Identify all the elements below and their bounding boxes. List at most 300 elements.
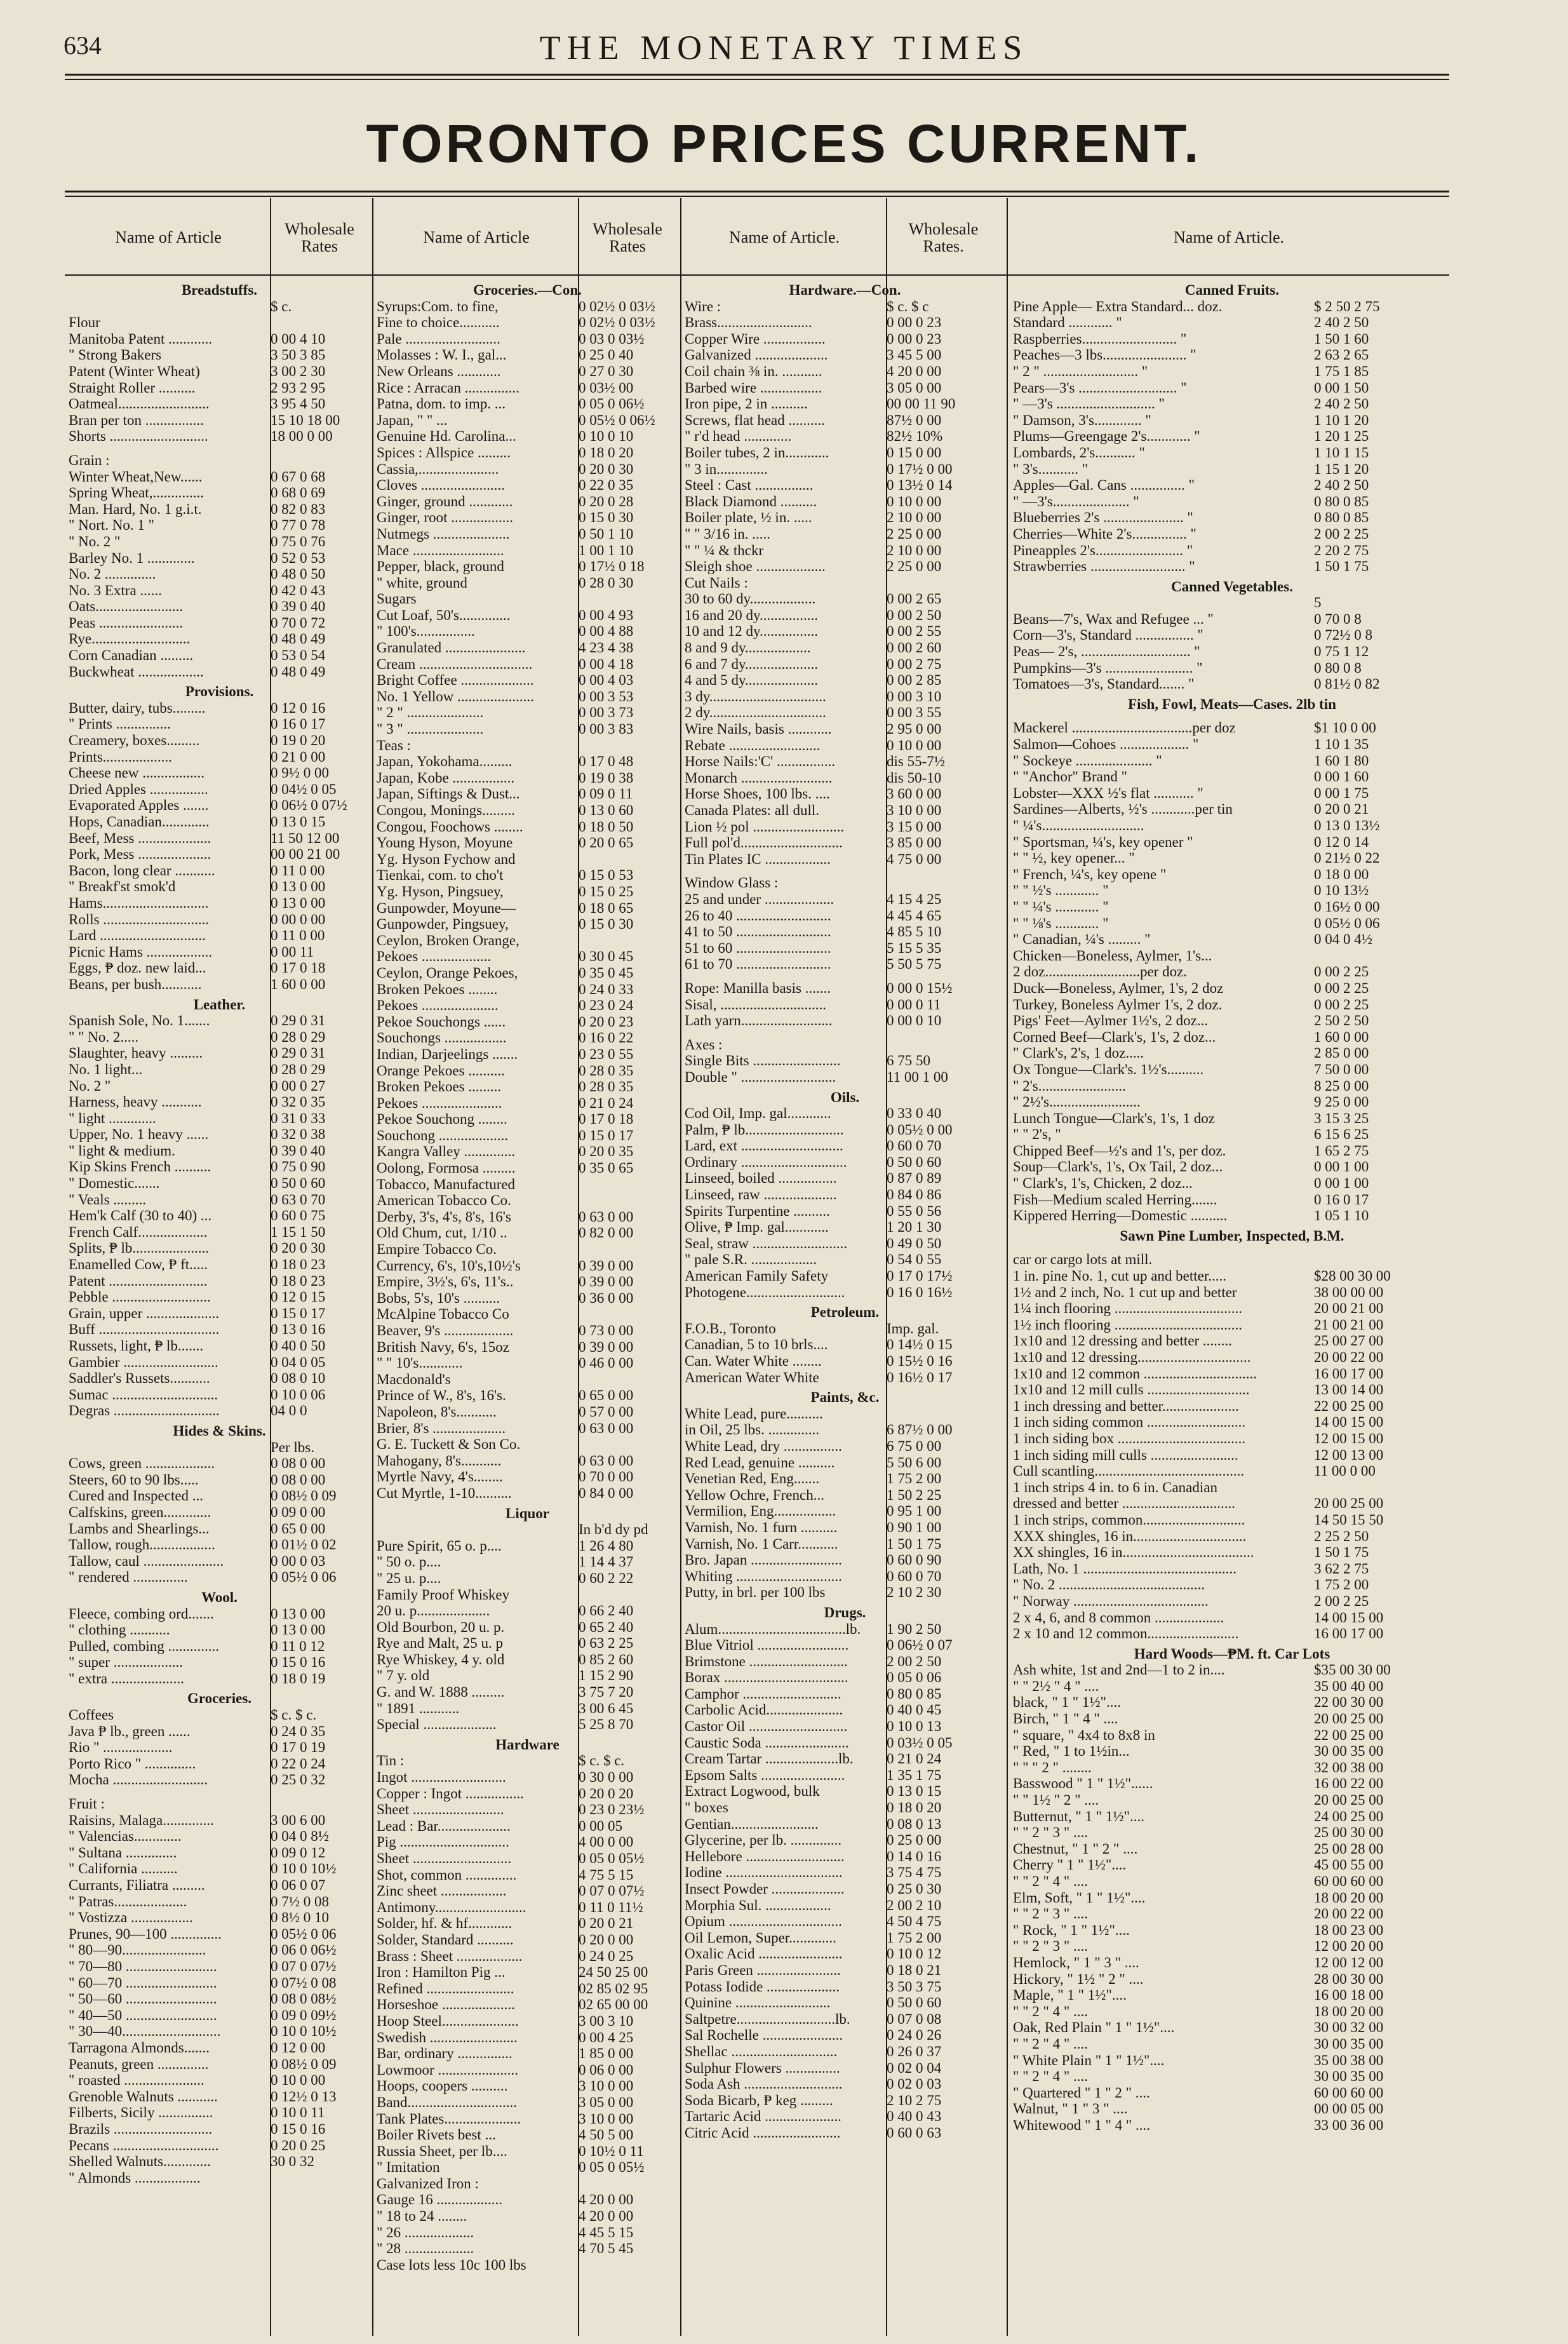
wholesale-rate: 0 00 0 10 [887, 1013, 942, 1029]
wholesale-rate: dis 50-10 [887, 769, 942, 786]
price-row [69, 879, 370, 895]
price-row [377, 867, 678, 884]
article-name: Steel : Cast ................ [685, 477, 814, 494]
wholesale-rate: 1 75 2 00 [1314, 1577, 1369, 1593]
article-name: Pebble ........................... [69, 1289, 211, 1305]
wholesale-rate: 0 32 0 38 [271, 1126, 326, 1143]
price-row [377, 1436, 678, 1453]
wholesale-rate: 0 22 0 24 [271, 1755, 326, 1772]
price-row [685, 770, 1005, 786]
article-name: Tienkai, com. to cho't [377, 867, 504, 884]
price-row [69, 331, 370, 347]
price-row [69, 2040, 370, 2056]
wholesale-rate: 00 00 11 90 [887, 396, 956, 412]
article-name: Myrtle Navy, 4's........ [377, 1469, 503, 1485]
price-row [1013, 542, 1451, 559]
wholesale-rate: 0 15 0 17 [579, 1127, 634, 1143]
price-row [685, 347, 1005, 363]
article-name: Galvanized .................... [685, 347, 828, 363]
price-row [69, 363, 370, 380]
article-name: Brimstone ........................... [685, 1653, 848, 1669]
price-row [377, 2030, 678, 2046]
wholesale-rate: 0 31 0 33 [271, 1110, 326, 1126]
article-name: " 2½'s......................... [1013, 1094, 1141, 1110]
article-name: Canada Plates: all dull. [685, 802, 820, 818]
article-name: 1 inch siding common ........................... [1013, 1414, 1246, 1431]
article-name: Grain, upper .................... [69, 1305, 219, 1321]
wholesale-rate: 4 20 0 00 [579, 2208, 634, 2225]
wholesale-rate [884, 875, 1000, 891]
price-row [1013, 997, 1451, 1013]
article-name: " "Anchor" Brand " [1013, 769, 1127, 785]
price-row [377, 721, 678, 738]
article-name: Barley No. 1 ............. [69, 549, 195, 566]
article-name: Sumac ............................. [69, 1386, 218, 1403]
wholesale-rate: 0 05 0 06 [887, 1669, 942, 1686]
article-name: Salmon—Cohoes ................... " [1013, 736, 1199, 753]
wholesale-rate: 0 20 0 20 [579, 1785, 634, 1802]
price-row [377, 1258, 678, 1274]
wholesale-rate: 0 03½ 0 05 [887, 1734, 953, 1751]
wholesale-rate: 1 60 0 00 [1314, 1028, 1369, 1045]
price-row [1013, 380, 1451, 396]
price-row [69, 1094, 370, 1110]
wholesale-rate [268, 1796, 366, 1812]
article-name: Macdonald's [377, 1371, 451, 1387]
article-name: black, " 1 " 1½".... [1013, 1694, 1121, 1711]
section-title: Canned Vegetables. [1171, 578, 1293, 595]
article-name: " " ⅛'s ............ " [1013, 915, 1109, 931]
price-row [685, 331, 1005, 347]
price-row [377, 363, 678, 380]
wholesale-rate: 87½ 0 00 [887, 412, 942, 428]
price-row [1013, 1300, 1451, 1317]
price-row [1013, 1317, 1451, 1333]
article-name: Prints................... [69, 748, 172, 765]
price-row [1013, 1955, 1451, 1971]
col1-rates-header: Wholesale Rates [285, 219, 354, 255]
wholesale-rate: 3 50 3 85 [271, 347, 326, 363]
article-name: Castor Oil ........................... [685, 1718, 848, 1735]
article-name: " 25 u. p.... [377, 1570, 441, 1586]
article-name: Teas : [377, 737, 411, 753]
article-name: Patent (Winter Wheat) [69, 363, 200, 379]
price-row [69, 1958, 370, 1975]
wholesale-rate: 0 00 2 75 [887, 656, 942, 672]
wholesale-rate: 2 93 2 95 [271, 379, 326, 396]
article-name: Gambier .......................... [69, 1354, 218, 1370]
price-row [685, 2044, 1005, 2060]
article-name: Sulphur Flowers ............... [685, 2059, 840, 2076]
wholesale-rate: 0 00 2 85 [887, 672, 942, 689]
article-name: Copper : Ingot ................ [377, 1785, 524, 1802]
article-name: " " ¼ & thckr [685, 542, 764, 558]
wholesale-rate: 0 00 4 18 [579, 656, 634, 672]
price-row [685, 1702, 1005, 1718]
article-name: Splits, ₱ lb..................... [69, 1240, 210, 1256]
price-row [377, 1867, 678, 1883]
wholesale-rate: 0 28 0 29 [271, 1028, 326, 1045]
price-row [377, 347, 678, 363]
article-name: 16 and 20 dy................ [685, 607, 818, 623]
wholesale-rate: 0 73 0 00 [579, 1323, 634, 1338]
article-name: Window Glass : [685, 875, 779, 891]
wholesale-rate: 0 23 0 24 [579, 997, 634, 1014]
wholesale-rate: 1 50 1 75 [1314, 1544, 1369, 1561]
price-row [69, 716, 370, 732]
article-name: Patna, dom. to imp. ... [377, 396, 506, 412]
price-row [1013, 461, 1451, 478]
price-row [1013, 1284, 1451, 1301]
wholesale-rate: 0 20 0 30 [579, 461, 634, 477]
masthead: THE MONETARY TIMES [539, 29, 1029, 67]
price-row [1013, 509, 1451, 526]
article-name: 3 dy................................ [685, 688, 826, 704]
article-name: Extract Logwood, bulk [685, 1783, 820, 1800]
article-name: 1x10 and 12 common ............................... [1013, 1365, 1257, 1382]
price-row [69, 1739, 370, 1756]
wholesale-rate: 5 50 6 00 [887, 1454, 942, 1471]
wholesale-rate: 0 15 0 30 [579, 509, 634, 526]
wholesale-rate: 0 00 3 53 [579, 688, 634, 704]
price-row [69, 469, 370, 485]
article-name: " " ½, key opener... " [1013, 850, 1135, 866]
wholesale-rate: 0 87 0 89 [887, 1170, 942, 1187]
price-row [69, 960, 370, 976]
wholesale-rate: 0 65 2 40 [579, 1619, 634, 1635]
article-name: American Tobacco Co. [377, 1192, 511, 1209]
article-name: Cut Loaf, 50's.............. [377, 607, 511, 623]
article-name: Horse Shoes, 100 lbs. .... [685, 786, 830, 802]
price-row [69, 412, 370, 429]
wholesale-rate: 0 36 0 00 [579, 1290, 634, 1306]
article-name: No. 3 Extra ...... [69, 582, 162, 598]
price-row [69, 1224, 370, 1241]
article-name: Borax .................................. [685, 1669, 848, 1686]
article-name: Chipped Beef—½'s and 1's, per doz. [1013, 1142, 1226, 1159]
article-name: Lambs and Shearlings... [69, 1520, 210, 1537]
wholesale-rate: 8 25 0 00 [1314, 1077, 1369, 1094]
price-row [377, 1290, 678, 1307]
price-row [685, 2011, 1005, 2028]
wholesale-rate: 0 12 0 16 [271, 699, 326, 716]
wholesale-rate: 0 10 0 10 [579, 428, 634, 445]
price-row [69, 1654, 370, 1671]
price-row [685, 2125, 1005, 2141]
article-name: Old Chum, cut, 1/10 .. [377, 1225, 507, 1241]
article-name: Varnish, No. 1 Carr........... [685, 1535, 838, 1552]
article-name: Venetian Red, Eng....... [685, 1471, 820, 1487]
wholesale-rate: $ c. $ c [887, 298, 929, 314]
wholesale-rate: 0 42 0 43 [271, 582, 326, 598]
price-row [69, 1029, 370, 1046]
article-name: Shelled Walnuts............. [69, 2153, 211, 2170]
article-name: Cream Tartar ....................lb. [685, 1751, 854, 1767]
article-name: Butternut, " 1 " 1½".... [1013, 1808, 1145, 1824]
section-heading [69, 1423, 370, 1439]
article-name: XXX shingles, 16 in............................... [1013, 1528, 1247, 1544]
price-row [69, 1439, 370, 1456]
wholesale-rate: 0 00 3 10 [887, 688, 942, 704]
price-row [69, 615, 370, 631]
wholesale-rate: 0 11 0 11½ [579, 1899, 643, 1915]
wholesale-rate: 2 50 2 50 [1314, 1013, 1369, 1029]
section-heading [685, 1304, 1005, 1321]
wholesale-rate: $28 00 30 00 [1314, 1268, 1391, 1284]
price-row [69, 1894, 370, 1910]
price-row [69, 700, 370, 717]
price-row [69, 1338, 370, 1354]
price-row [1013, 1694, 1451, 1711]
article-name: Tin Plates IC .................. [685, 851, 831, 867]
wholesale-rate: 20 00 21 00 [1314, 1300, 1384, 1317]
price-row [69, 1370, 370, 1387]
wholesale-rate: 2 10 0 00 [887, 542, 942, 558]
article-name: Maple, " 1 " 1½".... [1013, 1987, 1127, 2004]
price-row [377, 1420, 678, 1437]
price-row [377, 1652, 678, 1668]
article-name: " No. 2 ........................................ [1013, 1577, 1205, 1593]
price-row [377, 445, 678, 461]
price-row [685, 1536, 1005, 1553]
article-name: in Oil, 25 lbs. .............. [685, 1422, 820, 1438]
wholesale-rate: 1 14 4 37 [579, 1554, 634, 1570]
wholesale-rate: 0 13 0 13½ [1314, 818, 1380, 833]
article-name: 1 inch siding mill culls ........................ [1013, 1446, 1238, 1463]
price-row [69, 1504, 370, 1521]
price-row [69, 1354, 370, 1371]
price-row [1013, 1593, 1451, 1610]
article-name: Sal Rochelle ...................... [685, 2027, 843, 2044]
article-name: Yellow Ochre, French... [685, 1486, 824, 1503]
price-row [377, 2176, 678, 2192]
section-title: Paints, &c. [810, 1389, 880, 1406]
price-row [1013, 1029, 1451, 1046]
article-name: Pekoe Souchong ........ [377, 1111, 507, 1128]
article-name: Refined ........................ [377, 1980, 514, 1997]
wholesale-rate [576, 933, 675, 949]
price-row [685, 428, 1005, 445]
wholesale-rate: 0 12 0 00 [271, 2039, 326, 2056]
price-row [685, 509, 1005, 526]
price-row [69, 1521, 370, 1537]
article-name: Basswood " 1 " 1½"...... [1013, 1775, 1153, 1792]
article-name: Dried Apples ................ [69, 781, 208, 797]
wholesale-rate: 0 21 0 24 [887, 1751, 942, 1767]
article-name: Pekoes ..................... [377, 997, 499, 1014]
wholesale-rate: 0 20 0 00 [579, 1931, 634, 1948]
wholesale-rate: 2 25 2 50 [1314, 1528, 1369, 1544]
price-row [69, 1472, 370, 1488]
wholesale-rate: 0 19 0 20 [271, 732, 326, 749]
article-name: Spices : Allspice ......... [377, 444, 511, 461]
article-name: Tank Plates..................... [377, 2110, 521, 2127]
article-name: G. E. Tuckett & Son Co. [377, 1436, 521, 1453]
price-row [685, 891, 1005, 908]
page-title: TORONTO PRICES CURRENT. [366, 114, 1202, 173]
price-row [685, 1251, 1005, 1268]
wholesale-rate: 12 00 13 00 [1314, 1446, 1384, 1463]
article-name: Screws, flat head .......... [685, 412, 825, 428]
article-name: Sugars [377, 591, 417, 607]
article-name: Buff ................................. [69, 1321, 220, 1338]
article-name: Cassia,...................... [377, 461, 499, 477]
wholesale-rate: 0 32 0 35 [271, 1094, 326, 1110]
price-row [69, 1861, 370, 1877]
wholesale-rate: 6 87½ 0 00 [887, 1422, 953, 1438]
price-row [1013, 1987, 1451, 2004]
article-name: Butter, dairy, tubs......... [69, 699, 206, 716]
article-name: 1x10 and 12 mill culls ............................ [1013, 1382, 1250, 1398]
article-name: Case lots less 10c 100 lbs [377, 2256, 526, 2273]
article-name: Standard ............ " [1013, 314, 1122, 331]
article-name: " 3 in.............. [685, 461, 768, 477]
wholesale-rate: 2 00 2 25 [1314, 525, 1369, 542]
article-name: Grenoble Walnuts ........... [69, 2088, 218, 2105]
price-row [377, 2159, 678, 2176]
price-row [1013, 1792, 1451, 1809]
article-name: " square, " 4x4 to 8x8 in [1013, 1727, 1155, 1743]
wholesale-rate: 1 60 0 00 [271, 976, 326, 992]
price-row [69, 2056, 370, 2073]
masthead-rule-top [65, 74, 1449, 76]
price-row [377, 1635, 678, 1652]
article-name: Brier, 8's .................... [377, 1420, 506, 1436]
price-row [1013, 1890, 1451, 1906]
wholesale-rate: 1 75 1 85 [1314, 363, 1369, 379]
wholesale-rate: 0 00 0 15½ [887, 980, 953, 996]
article-name: Currency, 6's, 10's,10½'s [377, 1257, 521, 1274]
price-row [685, 851, 1005, 868]
price-row [1013, 1061, 1451, 1078]
article-name: Eggs, ₱ doz. new laid... [69, 960, 206, 976]
article-name: 1½ and 2 inch, No. 1 cut up and better [1013, 1284, 1237, 1300]
article-name: Carbolic Acid..................... [685, 1702, 843, 1718]
price-row [685, 1767, 1005, 1784]
article-name: Sheet ......................... [377, 1802, 504, 1818]
article-name: Wire : [685, 298, 721, 314]
article-name: Corn Canadian ......... [69, 647, 194, 664]
wholesale-rate: 0 00 4 25 [579, 2029, 634, 2045]
price-row [685, 526, 1005, 542]
price-row [69, 1273, 370, 1290]
price-row [1013, 2036, 1451, 2052]
wholesale-rate: 2 25 0 00 [887, 525, 942, 542]
article-name: Gunpowder, Moyune— [377, 899, 516, 916]
article-name: Putty, in brl. per 100 lbs [685, 1584, 826, 1601]
price-row [1013, 1366, 1451, 1382]
price-row [685, 412, 1005, 429]
wholesale-rate: 2 85 0 00 [1314, 1045, 1369, 1061]
wholesale-rate: 0 25 0 40 [579, 347, 634, 363]
article-name: " 3 " ..................... [377, 721, 484, 738]
wholesale-rate: 5 [1314, 595, 1322, 611]
wholesale-rate: 0 05½ 0 00 [887, 1121, 953, 1138]
wholesale-rate: 0 29 0 31 [271, 1045, 326, 1061]
wholesale-rate: 0 60 0 70 [887, 1568, 942, 1584]
price-row [1013, 611, 1451, 628]
price-row [69, 485, 370, 501]
price-row [69, 647, 370, 664]
wholesale-rate: 0 40 0 45 [887, 1702, 942, 1718]
price-row [377, 1818, 678, 1835]
price-row [69, 1796, 370, 1812]
wholesale-rate [576, 1176, 675, 1193]
price-row [1013, 1447, 1451, 1464]
article-name: Cod Oil, Imp. gal............ [685, 1105, 831, 1122]
article-name: Hoop Steel..................... [377, 2012, 519, 2029]
wholesale-rate: 0 09 0 09½ [271, 2007, 337, 2023]
price-row [1013, 314, 1451, 331]
article-name: Sheet ........................... [377, 1850, 512, 1866]
article-name: Solder, Standard .......... [377, 1931, 514, 1948]
wholesale-rate: 4 15 4 25 [887, 891, 942, 907]
wholesale-rate: 11 50 12 00 [271, 830, 340, 846]
wholesale-rate: 0 18 0 21 [887, 1962, 942, 1978]
price-column-1 [69, 278, 370, 2186]
wholesale-rate: 04 0 0 [271, 1403, 307, 1419]
price-row [377, 770, 678, 786]
price-row [685, 1897, 1005, 1914]
article-name: Fish—Medium scaled Herring....... [1013, 1191, 1217, 1208]
price-row [69, 1942, 370, 1958]
price-row [685, 314, 1005, 331]
wholesale-rate: 45 00 55 00 [1314, 1857, 1384, 1873]
price-row [1013, 1626, 1451, 1642]
article-name: Peaches—3 lbs....................... " [1013, 347, 1196, 363]
wholesale-rate: 0 39 0 40 [271, 1142, 326, 1159]
article-name: Yg. Hyson Fychow and [377, 851, 516, 867]
wholesale-rate: 0 18 0 65 [579, 899, 634, 916]
article-name: Olive, ₱ Imp. gal............ [685, 1219, 829, 1236]
wholesale-rate: 0 13 0 16 [271, 1321, 326, 1338]
wholesale-rate: 0 55 0 56 [887, 1202, 942, 1219]
article-name: Pork, Mess .................... [69, 846, 211, 863]
table-rule-top [65, 191, 1449, 192]
price-row [69, 830, 370, 847]
price-row [685, 1154, 1005, 1171]
wholesale-rate: 3 00 6 00 [271, 1812, 326, 1828]
wholesale-rate: 1 85 0 00 [579, 2045, 634, 2062]
wholesale-rate: 0 81½ 0 82 [1314, 676, 1380, 692]
price-row [69, 1321, 370, 1338]
wholesale-rate: 35 00 40 00 [1314, 1678, 1384, 1694]
article-name: Russia Sheet, per lb.... [377, 2143, 507, 2159]
article-name: 4 and 5 dy.................... [685, 672, 818, 689]
wholesale-rate: 0 18 0 19 [271, 1670, 326, 1687]
wholesale-rate: 0 15½ 0 16 [887, 1353, 953, 1369]
price-row [69, 1553, 370, 1570]
wholesale-rate: 25 00 28 00 [1314, 1840, 1384, 1857]
price-row [685, 1236, 1005, 1252]
wholesale-rate: 1 50 2 25 [887, 1486, 942, 1503]
article-name: car or cargo lots at mill. [1013, 1251, 1153, 1268]
wholesale-rate: 0 18 0 00 [1314, 866, 1369, 882]
price-row [685, 672, 1005, 689]
article-name: Boiler Rivets best ... [377, 2127, 496, 2143]
section-title: Groceries.—Con. [473, 282, 582, 298]
price-row [685, 1422, 1005, 1438]
price-row [685, 997, 1005, 1013]
wholesale-rate: 0 06 0 00 [579, 2061, 634, 2078]
article-name: Spanish Sole, No. 1....... [69, 1013, 210, 1029]
wholesale-rate: 0 00 2 25 [1314, 964, 1369, 980]
wholesale-rate: $ c. $ c. [579, 1753, 625, 1769]
price-row [69, 2007, 370, 2024]
wholesale-rate: 30 00 35 00 [1314, 2035, 1384, 2052]
price-row [685, 1321, 1005, 1337]
wholesale-rate: $35 00 30 00 [1314, 1662, 1391, 1678]
